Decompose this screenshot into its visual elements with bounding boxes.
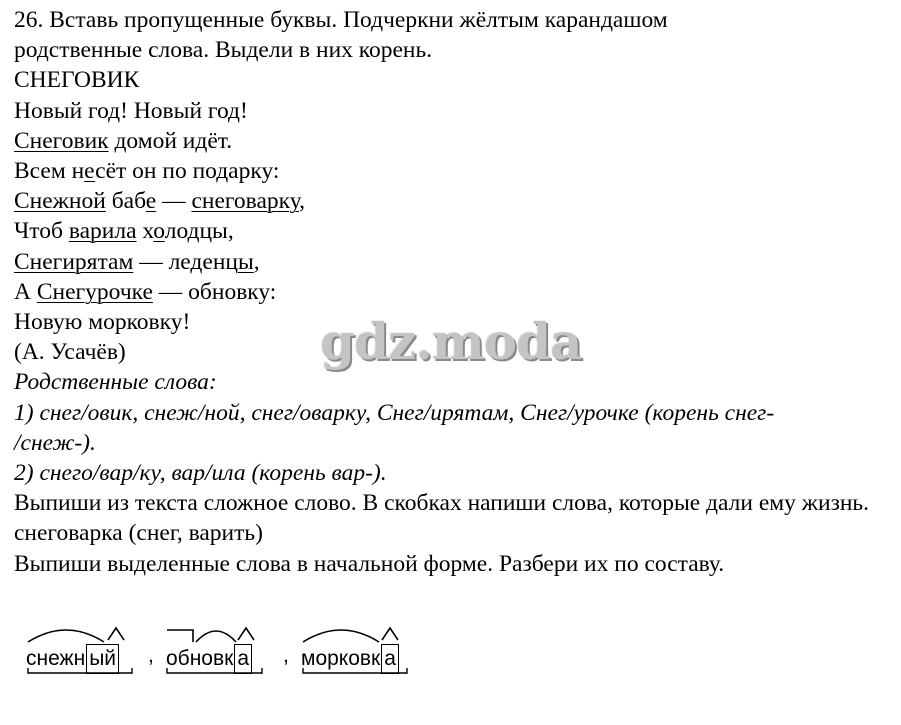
morphological-analysis — [26, 620, 446, 680]
text-segment: А — [14, 278, 37, 305]
text-segment: Родственные слова: — [14, 369, 217, 396]
text-segment: СНЕГОВИК — [14, 67, 140, 94]
text-segment: Новую морковку! — [14, 309, 191, 336]
underlined-word: е — [145, 188, 157, 215]
text-line — [14, 126, 894, 156]
text-line — [14, 247, 894, 277]
text-segment: баб — [105, 188, 146, 215]
word-ending-box: а — [381, 644, 399, 674]
text-segment: Новый год! Новый год! — [14, 97, 248, 124]
text-segment: 1) снег/овик, снеж/ной, снег/оварку, Снег/ирятам, Снег/урочке (корень снег- — [14, 399, 775, 426]
text-segment: сёт он по подарку: — [95, 158, 280, 185]
stem-bracket — [303, 668, 407, 673]
stem-bracket — [28, 668, 132, 673]
underlined-word: ы — [237, 248, 254, 275]
word-stem: обновк — [166, 647, 234, 670]
text-segment: х — [136, 218, 154, 245]
text-segment: (А. Усачёв) — [14, 339, 126, 366]
word-ending-box: а — [234, 644, 252, 674]
root-arc — [196, 631, 236, 642]
text-line — [14, 65, 894, 95]
text-segment: — обновку: — [152, 278, 277, 305]
text-segment: родственные слова. Выдели в них корень. — [14, 37, 433, 64]
text-segment: Чтоб — [14, 218, 69, 245]
underlined-word: Снежной — [14, 188, 106, 215]
underlined-word: е — [84, 158, 96, 185]
text-line — [14, 5, 894, 35]
word-ending-box: ый — [86, 644, 119, 674]
text-segment: , — [253, 248, 260, 275]
text-line — [14, 398, 894, 428]
text-segment: — леденц — [133, 248, 238, 275]
text-line — [14, 96, 894, 126]
text-segment: Всем н — [14, 158, 85, 185]
exercise-text — [14, 5, 894, 579]
separator-comma: , — [283, 644, 289, 667]
text-segment: снеговарка (снег, варить) — [14, 520, 263, 547]
text-line — [14, 186, 894, 216]
text-line — [14, 458, 894, 488]
text-line — [14, 549, 894, 579]
text-segment: Выпиши выделенные слова в начальной форме. Разбери их по составу. — [14, 550, 725, 577]
suffix-caret — [238, 628, 254, 640]
underlined-word: снеговарку — [191, 188, 300, 215]
text-segment: 2) снего/вар/ку, вар/ила (корень вар-). — [14, 460, 387, 487]
word-stem: морковк — [301, 647, 381, 670]
text-line — [14, 488, 894, 518]
underlined-word: о — [153, 218, 165, 245]
text-line — [14, 367, 894, 397]
underlined-word: варила — [68, 218, 137, 245]
text-line — [14, 518, 894, 548]
text-segment: 26. Вставь пропущенные буквы. Подчеркни жёлтым карандашом — [14, 7, 668, 33]
root-arc — [28, 630, 104, 642]
prefix-mark — [167, 630, 193, 642]
morpheme-marks — [26, 620, 446, 680]
text-line — [14, 156, 894, 186]
root-arc — [303, 630, 379, 642]
suffix-caret — [108, 628, 124, 640]
underlined-word: Снегурочке — [36, 278, 153, 305]
text-segment: домой идёт. — [108, 127, 233, 154]
text-line — [14, 277, 894, 307]
suffix-caret — [382, 628, 398, 640]
text-segment: лодцы, — [164, 218, 234, 245]
word-stem: снежн — [26, 647, 86, 670]
text-line — [14, 216, 894, 246]
stem-bracket — [167, 668, 262, 673]
text-line — [14, 428, 894, 458]
watermark: gdz.moda — [320, 312, 582, 371]
text-segment: — — [156, 188, 192, 215]
text-segment: /снеж-). — [14, 429, 96, 456]
text-segment: Выпиши из текста сложное слово. В скобках напиши слова, которые дали ему жизнь. — [14, 490, 870, 517]
underlined-word: Снегирятам — [14, 248, 134, 275]
underlined-word: Снеговик — [14, 127, 109, 154]
separator-comma: , — [148, 644, 154, 667]
text-segment: , — [299, 188, 306, 215]
text-line — [14, 35, 894, 65]
